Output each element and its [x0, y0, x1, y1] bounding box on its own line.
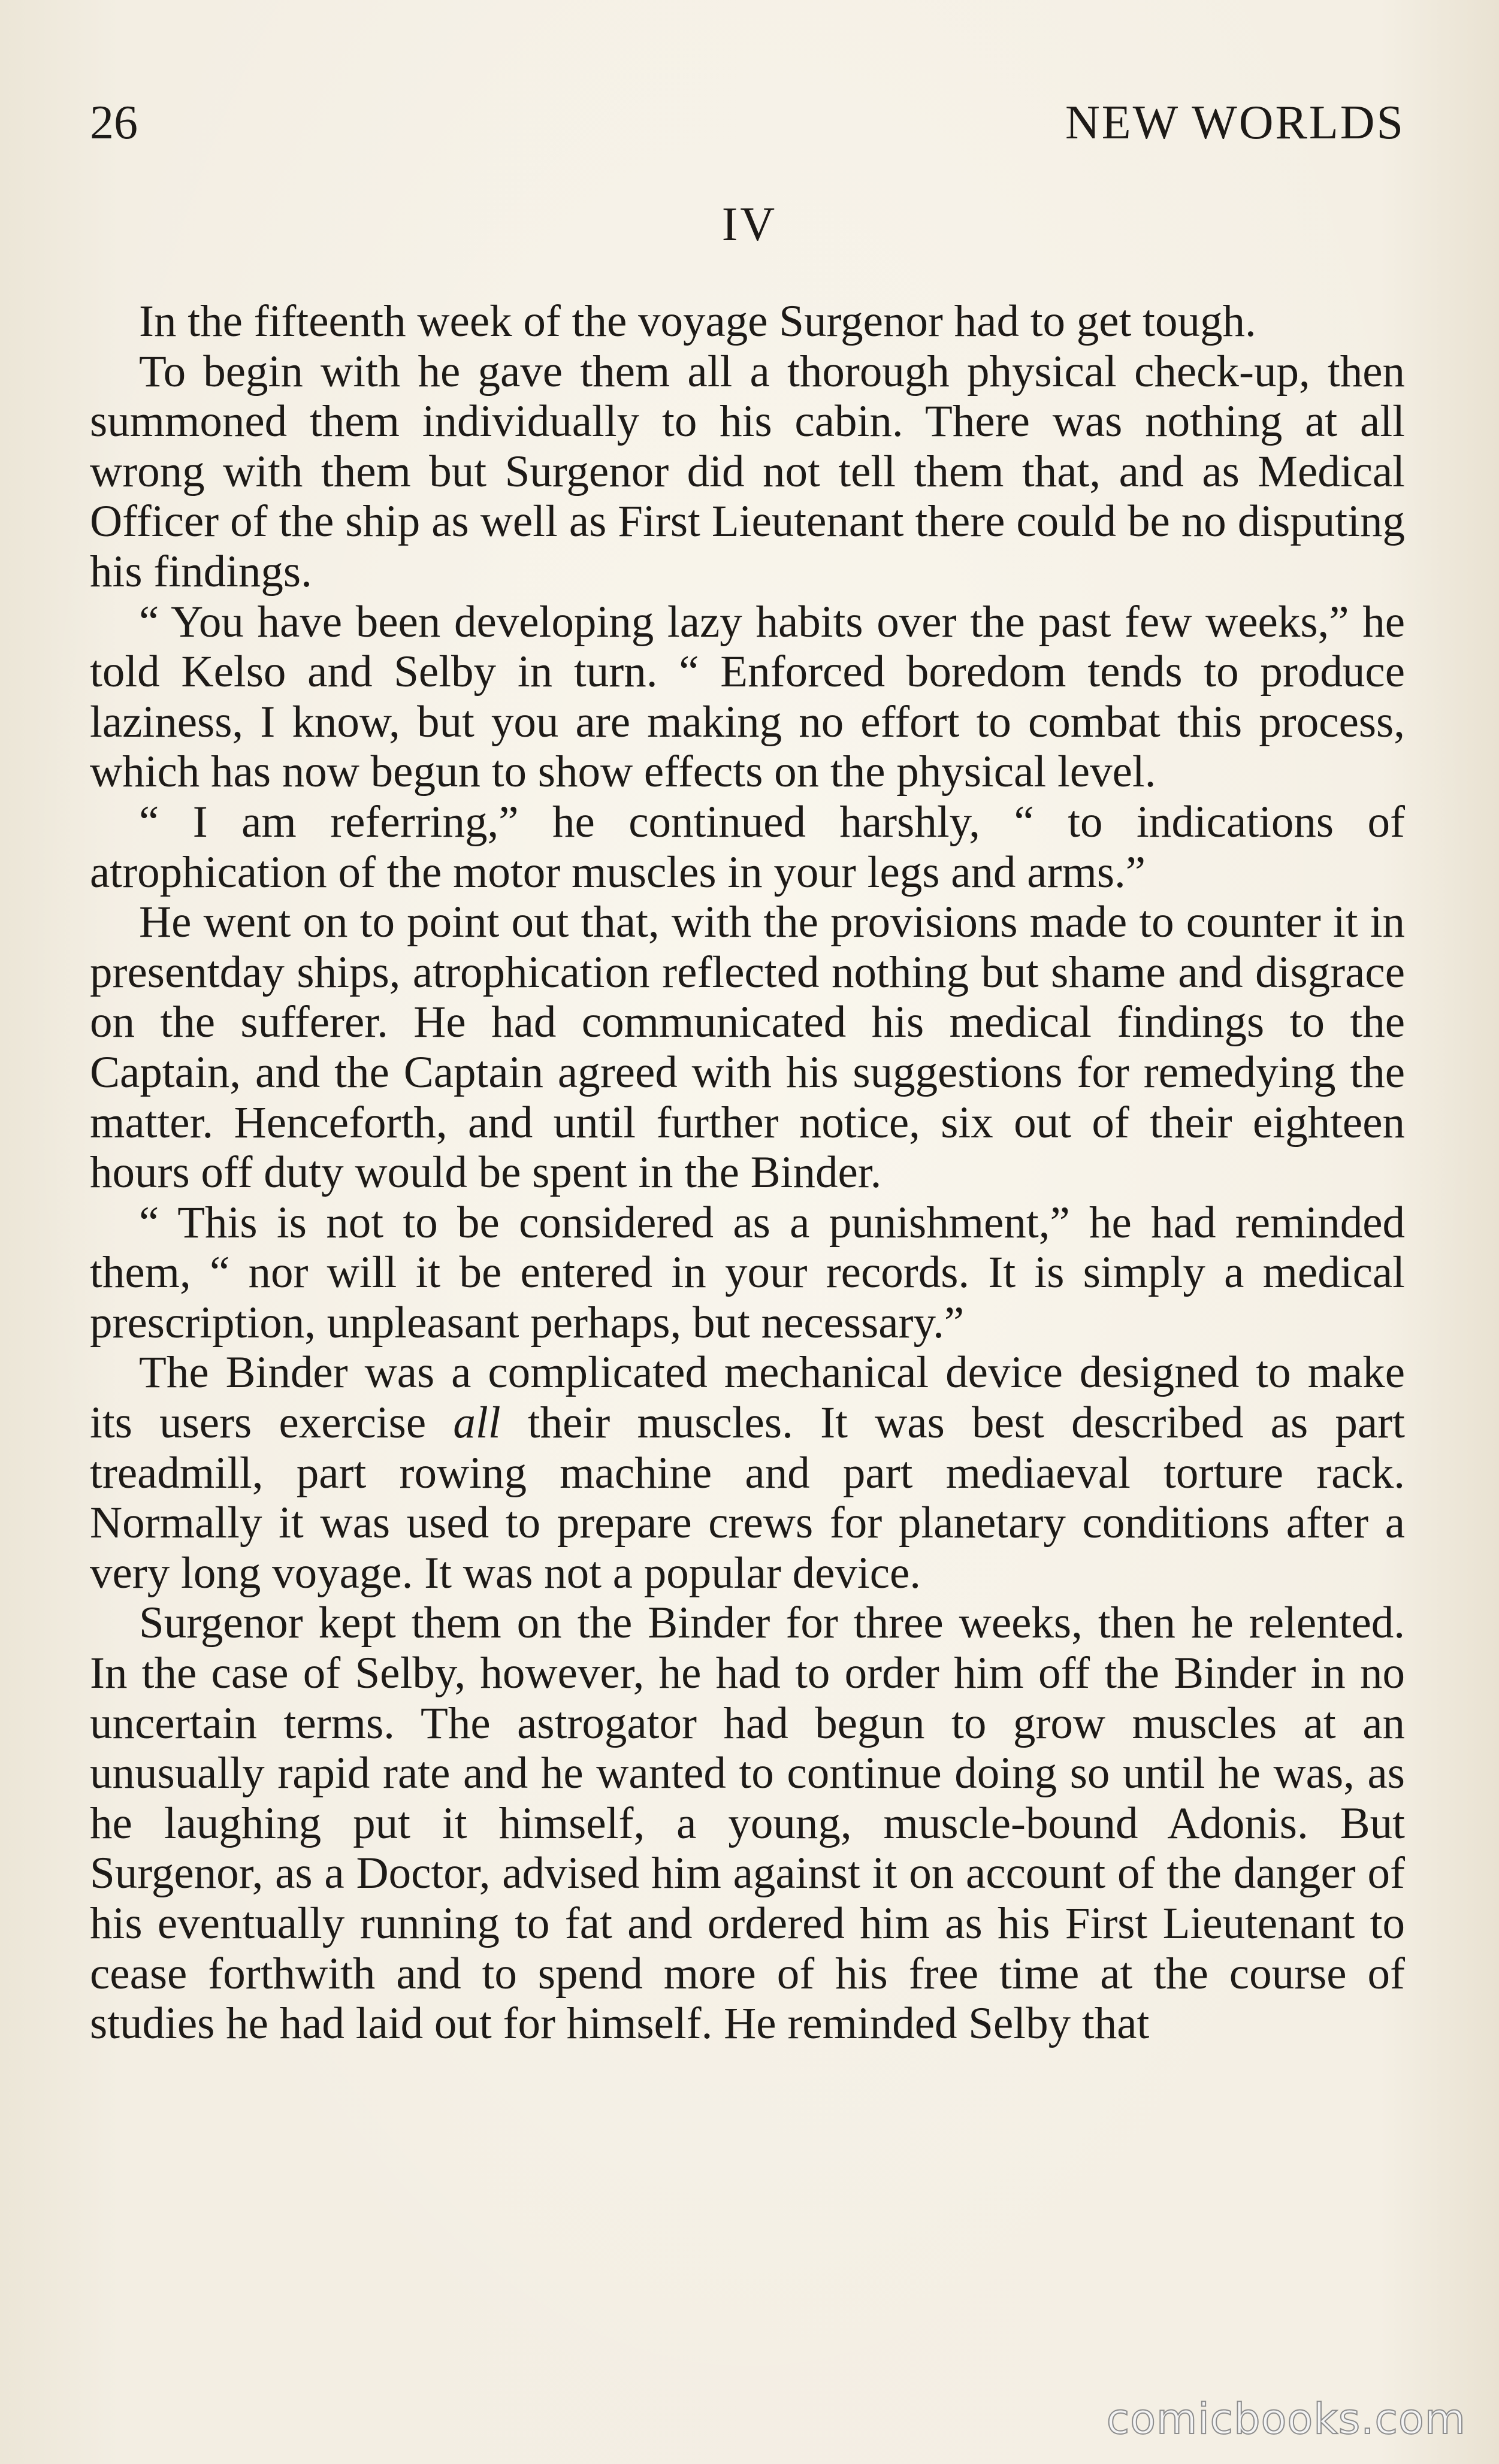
- paragraph-text: The Binder was a complicated mechanical device designed to make its users exercise: [90, 1348, 1405, 1448]
- chapter-heading: IV: [721, 198, 778, 251]
- body-text: [90, 296, 1405, 2049]
- page-header: [90, 90, 1405, 156]
- paragraph: “ You have been developing lazy habits over the past few weeks,” he told Kelso and Selby in turn. “ Enforced boredom tends to produce laziness, I know, but you are making no effort to combat this process, which has now begun to show effects on the physical level.: [90, 597, 1405, 797]
- paragraph: Surgenor kept them on the Binder for three weeks, then he relented. In the case of Selby, however, he had to order him off the Binder in no uncertain terms. The astrogator had begun to grow muscles at an unusually rapid rate and he wanted to continue doing so until he was, as he laughing put it himself, a young, muscle-bound Adonis. But Surgenor, as a Doctor, advised him against it on account of the danger of his eventually running to fat and ordered him as his First Lieutenant to cease forthwith and to spend more of his free time at the course of studies he had laid out for himself. He reminded Selby that: [90, 1598, 1405, 2049]
- paragraph: “ I am referring,” he continued harshly, “ to indications of atrophication of the motor muscles in your legs and arms.”: [90, 797, 1405, 897]
- emphasized-word: all: [453, 1398, 501, 1448]
- paragraph: To begin with he gave them all a thorough physical check-up, then summoned them individually to his cabin. There was nothing at all wrong with them but Surgenor did not tell them that, and as Medical Officer of the ship as well as First Lieutenant there could be no disputing his findings.: [90, 346, 1405, 597]
- paragraph: He went on to point out that, with the provisions made to counter it in presentday ships, atrophication reflected nothing but shame and disgrace on the sufferer. He had communicated his medical findings to the Captain, and the Captain agreed with his suggestions for remedying the matter. Henceforth, and until further notice, six out of their eighteen hours off duty would be spent in the Binder.: [90, 897, 1405, 1198]
- paragraph: [90, 1348, 1405, 1598]
- paragraph: “ This is not to be considered as a punishment,” he had reminded them, “ nor will it be entered in your records. It is simply a medical prescription, unpleasant perhaps, but necessary.”: [90, 1197, 1405, 1348]
- paragraph: In the fifteenth week of the voyage Surgenor had to get tough.: [139, 296, 1256, 346]
- paragraph-text: their muscles. It was best described as part treadmill, part rowing machine and part mediaeval torture rack. Normally it was used to prepare crews for planetary conditions after a very long voyage. It was not a popular device.: [90, 1398, 1405, 1598]
- watermark: comicbooks.com: [1106, 2395, 1466, 2444]
- running-title: NEW WORLDS: [1065, 96, 1405, 149]
- page-number: 26: [90, 96, 138, 149]
